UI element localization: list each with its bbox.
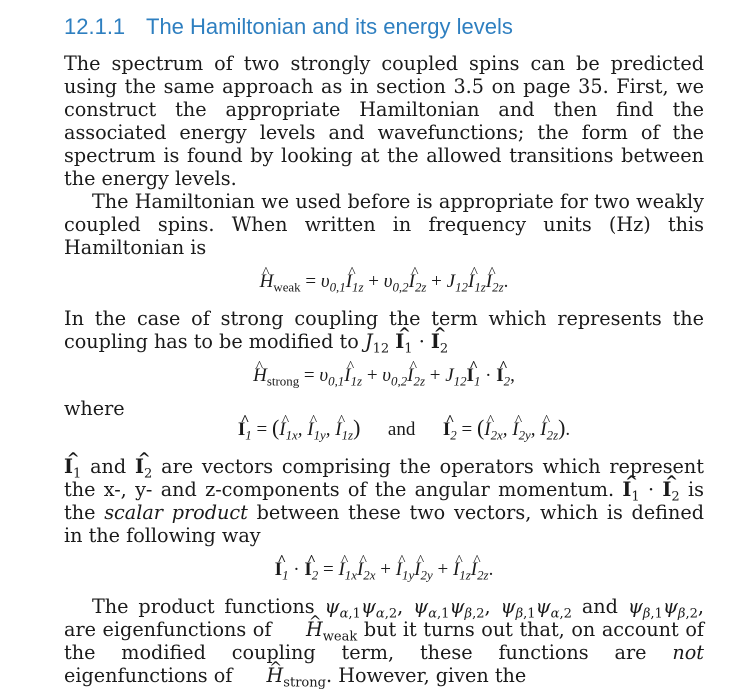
is-the-text: is the — [64, 478, 704, 524]
vectors-text: are vectors comprising the operators which represent the x-, y- and z-components of the angular momentum. — [64, 455, 704, 501]
section-number: 12.1.1 — [64, 14, 126, 39]
product-functions-text: The product functions — [92, 595, 315, 618]
equation-vector-definitions: I $\^{}_1 = (I$ $\^{}_{1x}$, I $\^{}_{1y}$, I $\^{}_{1z}$) and I $\^{}_2 = (I$ $\^{}_{2x}$, I $\^{}_{2y}$, I $\^{}_{2z}$). — [64, 416, 704, 441]
paragraph-product-functions: The product functions $\psi_{\alpha,1}\psi_{\alpha,2}$, $\psi_{\alpha,1}\psi_{\beta,2}$, $\psi_{\beta,1}\psi_{\alpha,2}$ and $\psi_{\beta,1}\psi_{\beta,2}$, are eigenfunctions of H $\^{}_{weak}$ but it turns out that, on account of the modified coupling term, these functions are not eigenfunctions of H $\^{}_{strong}$. However, given the — [64, 595, 704, 687]
section-heading — [64, 10, 704, 40]
paragraph-vectors: I $\^{}_1$ and I $\^{}_2$ are vectors comprising the operators which represent the x-, y- and z-components of the angular momentum. I $\^{}_1 \cdot I$ $\^{}_2$ is the scalar product between these two vectors, which is defined in the following way — [64, 455, 704, 547]
section-title: The Hamiltonian and its energy levels — [146, 14, 513, 39]
label-strong: strong — [266, 373, 300, 389]
label-weak: weak — [273, 279, 301, 295]
paragraph-intro: The spectrum of two strongly coupled spins can be predicted using the same approach as in section 3.5 on page 35. First, we construct the appropriate Hamiltonian and then find the associated energy levels and wavefunctions; the form of the spectrum is found by looking at the allowed transitions between the energy levels. — [64, 52, 704, 190]
equation-strong-hamiltonian: H $\^{}_{strong} = \upsilon_{0,1}I$ $\^{}_{1z} + \upsilon_{0,2}I$ $\^{}_{2z} + J_{12}I$ $\^{}_1 \cdot I$ $\^{}_2$, — [64, 365, 704, 387]
eigenfunctions-of-text: eigenfunctions of — [64, 664, 233, 687]
strong-coupling-text: In the case of strong coupling the term which represents the coupling has to be modified to — [64, 307, 704, 353]
equation-scalar-product: I $\^{}_1 \cdot I$ $\^{}_2 = I$ $\^{}_{1x}I$ $\^{}_{2x} + I$ $\^{}_{1y}I$ $\^{}_{2y} + I$ $\^{}_{1z}I$ $\^{}_{2z}$. — [64, 559, 704, 581]
not-term: not — [672, 641, 704, 664]
document-page — [64, 10, 705, 691]
scalar-product-term: scalar product — [104, 501, 248, 524]
label-weak-inline: weak — [322, 629, 358, 645]
label-strong-inline: strong — [283, 675, 327, 691]
turns-out-text: but it turns out that, on account of the modified coupling term, these functions are — [64, 618, 704, 664]
paragraph-where: where — [64, 397, 125, 420]
and-text: and — [90, 455, 127, 478]
paragraph-weak-hamiltonian: The Hamiltonian we used before is appropriate for two weakly coupled spins. When written in frequency units (Hz) this Hamiltonian is — [64, 190, 704, 259]
eigenfunctions-text: are eigenfunctions of — [64, 618, 272, 641]
vector-and: and — [387, 419, 416, 440]
equation-weak-hamiltonian: H $\^{}_{weak} = \upsilon_{0,1}I$ $\^{}_{1z} + \upsilon_{0,2}I$ $\^{}_{2z} + J_{12}I$ $\^{}_{1z}I$ $\^{}_{2z}$. — [64, 271, 704, 293]
however-text: . However, given the — [326, 664, 527, 687]
paragraph-strong-coupling: In the case of strong coupling the term which represents the coupling has to be modified to $J_{12}$ I $\^{}_1 \cdot I$ $\^{}_2$ — [64, 307, 704, 353]
definition-text: between these two vectors, which is defined in the following way — [64, 501, 704, 547]
